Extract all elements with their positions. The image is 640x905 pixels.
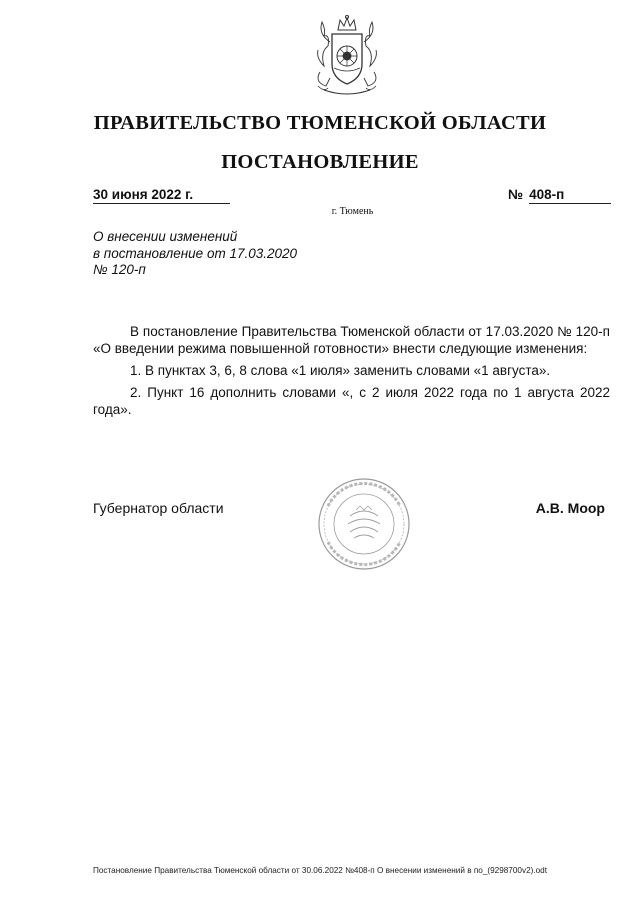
document-type-title: ПОСТАНОВЛЕНИЕ [221, 151, 419, 173]
tyumen-coat-of-arms-icon [304, 12, 390, 100]
document-number [508, 187, 611, 204]
subject-line: № 120-п [93, 262, 146, 277]
document-date: 30 июня 2022 г. [93, 187, 230, 204]
number-value: 408-п [529, 187, 611, 204]
body-paragraph: В постановление Правительства Тюменской области от 17.03.2020 № 120-п «О введении режима повышенной готовности» внести следующие изменения: [93, 324, 610, 356]
body-paragraph: 2. Пункт 16 дополнить словами «, с 2 июля 2022 года по 1 августа 2022 года». [93, 385, 610, 417]
document-subject [93, 229, 297, 279]
subject-line: О внесении изменений [93, 229, 238, 244]
document-body [93, 323, 610, 423]
official-seal-stamp-icon [316, 476, 412, 572]
signature-block [93, 500, 605, 520]
subject-line: в постановление от 17.03.2020 [93, 245, 298, 261]
signer-position: Губернатор области [93, 500, 224, 516]
signer-name: А.В. Моор [535, 500, 605, 516]
document-footer: Постановление Правительства Тюменской области от 30.06.2022 №408-п О внесении изменений в по_(9298700v2).odt [92, 866, 548, 875]
body-paragraph: 1. В пунктах 3, 6, 8 слова «1 июля» заменить словами «1 августа». [130, 363, 551, 378]
number-sign: № [508, 187, 524, 202]
document-city: г. Тюмень [331, 206, 374, 217]
organization-title: ПРАВИТЕЛЬСТВО ТЮМЕНСКОЙ ОБЛАСТИ [93, 112, 547, 134]
